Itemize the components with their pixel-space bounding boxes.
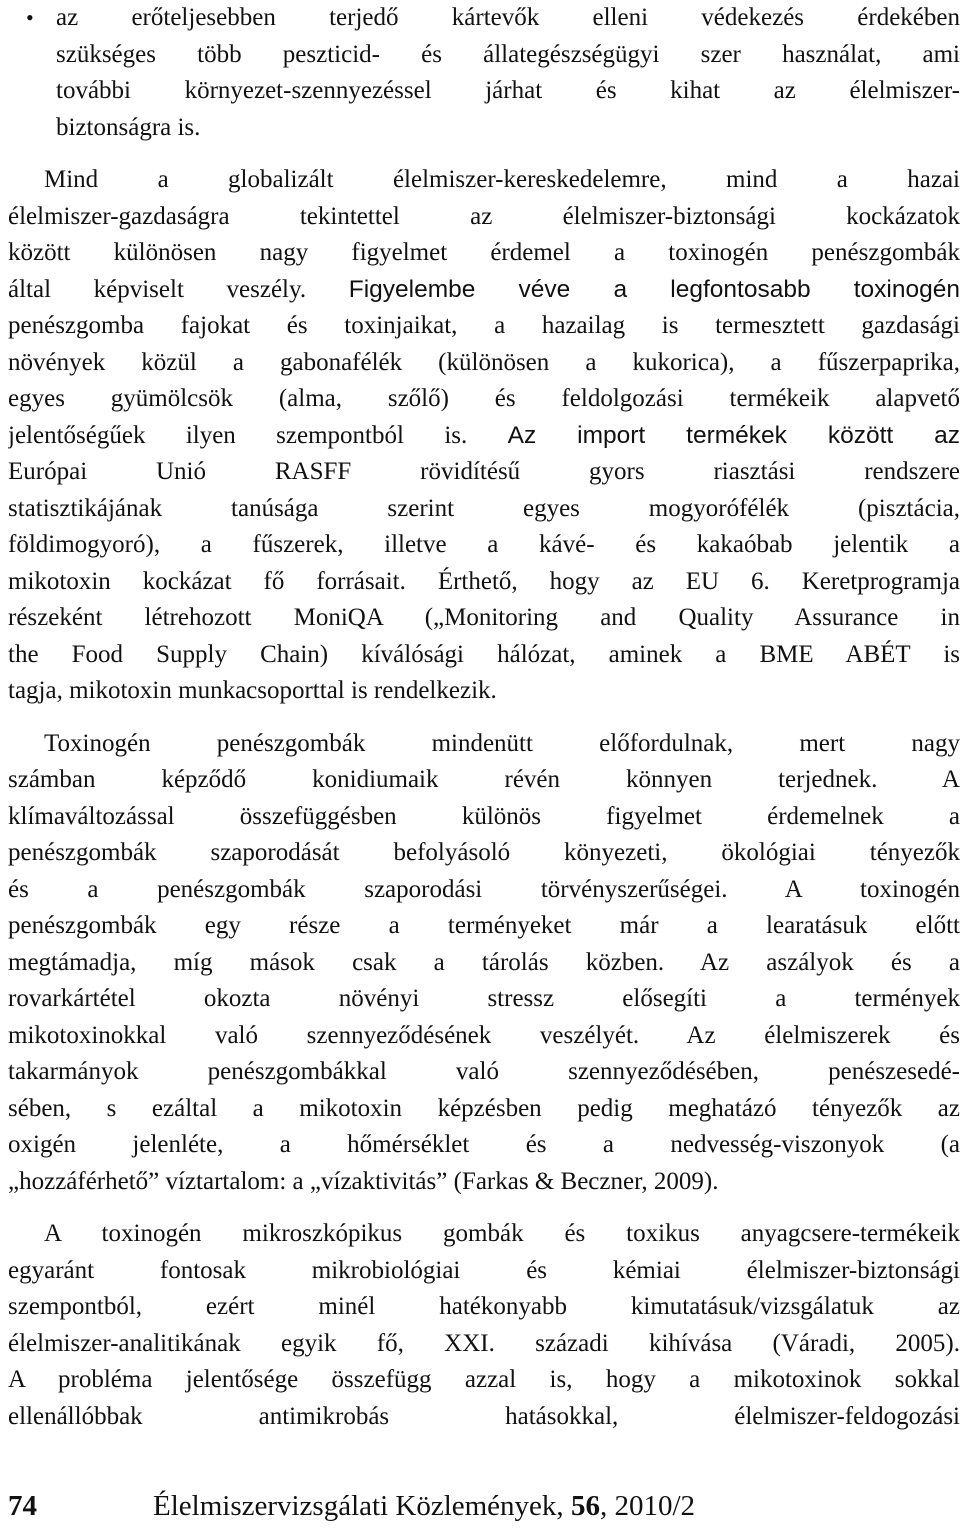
- text-line: további környezet-szennyezéssel járhat és kihat az élelmiszer-: [56, 77, 960, 104]
- bullet-line: [8, 0, 960, 37]
- text-line: szükséges több peszticid- és állategészségügyi szer használat, ami: [56, 40, 960, 68]
- text-segment: jelentőségűek ilyen szempontból is.: [8, 421, 468, 449]
- text-line: sében, s ezáltal a mikotoxin képzésben pedig meghatázó tényezők az: [8, 1094, 960, 1122]
- text-segment: által képviselt veszély.: [8, 275, 307, 303]
- text-line: élelmiszer-gazdaságra tekintettel az élelmiszer-biztonsági kockázatok: [8, 202, 960, 230]
- bullet-paragraph: [8, 0, 960, 146]
- page-number: 74: [8, 1490, 37, 1522]
- text-line: oxigén jelenléte, a hőmérséklet és a nedvesség-viszonyok (a: [8, 1131, 960, 1158]
- text-line: szempontból, ezért minél hatékonyabb kimutatásuk/vizsgálatuk az: [8, 1293, 960, 1320]
- paragraph-gap: [8, 710, 960, 726]
- text-segment: Az import termékek között az: [507, 421, 960, 449]
- text-line: ellenállóbbak antimikrobás hatásokkal, élelmiszer-feldogozási: [8, 1402, 960, 1430]
- text-line: „hozzáférhető” víztartalom: a „vízaktivitás” (Farkas & Beczner, 2009).: [8, 1167, 719, 1195]
- paragraph-2: [8, 726, 960, 1201]
- text-line: között különösen nagy figyelmet érdemel a toxinogén penészgombák: [8, 239, 960, 266]
- text-line: és a penészgombák szaporodási törvényszerűségei. A toxinogén: [8, 875, 960, 903]
- text-line: részeként létrehozott MoniQA („Monitoring and Quality Assurance in: [8, 604, 960, 631]
- text-line: földimogyoró), a fűszerek, illetve a kávé- és kakaóbab jelentik a: [8, 531, 960, 558]
- paragraph-3: [8, 1216, 960, 1435]
- text-line: mikotoxin kockázat fő forrásait. Érthető, hogy az EU 6. Keretprogramja: [8, 567, 960, 595]
- text-line: A probléma jelentősége összefügg azzal is, hogy a mikotoxinok sokkal: [8, 1366, 960, 1393]
- text-line: [8, 272, 960, 309]
- text-line: tagja, mikotoxin munkacsoporttal is rendelkezik.: [8, 677, 497, 704]
- text-line: számban képződő konidiumaik révén könnyen terjednek. A: [8, 766, 960, 793]
- text-line: biztonságra is.: [56, 113, 201, 141]
- page-footer: [8, 1488, 960, 1528]
- bullet-icon: •: [26, 5, 34, 30]
- document-page: [8, 0, 960, 1435]
- text-line: egyaránt fontosak mikrobiológiai és kémiai élelmiszer-biztonsági: [8, 1256, 960, 1284]
- text-line: növények közül a gabonafélék (különösen a kukorica), a fűszerpaprika,: [8, 348, 960, 376]
- text-line: megtámadja, míg mások csak a tárolás közben. Az aszályok és a: [8, 948, 960, 976]
- text-line: mikotoxinokkal való szennyeződésének veszélyét. Az élelmiszerek és: [8, 1021, 960, 1049]
- text-line: the Food Supply Chain) kíválósági hálózat, aminek a BME ABÉT is: [8, 640, 960, 668]
- paragraph-gap: [8, 146, 960, 162]
- journal-title: Élelmiszervizsgálati Közlemények,: [153, 1490, 571, 1522]
- text-line: élelmiszer-analitikának egyik fő, XXI. századi kihívása (Váradi, 2005).: [8, 1329, 960, 1357]
- paragraph-1: [8, 162, 960, 710]
- text-line: klímaváltozással összefüggésben különös figyelmet érdemelnek a: [8, 802, 960, 830]
- text-line: [8, 418, 960, 455]
- journal-volume: 56: [570, 1490, 600, 1522]
- text-line: Európai Unió RASFF rövidítésű gyors riasztási rendszere: [8, 458, 960, 485]
- text-line: az erőteljesebben terjedő kártevők elleni védekezés érdekében: [56, 4, 960, 31]
- text-line: A toxinogén mikroszkópikus gombák és toxikus anyagcsere-termékeik: [44, 1220, 960, 1247]
- text-line: statisztikájának tanúsága szerint egyes mogyorófélék (pisztácia,: [8, 494, 960, 522]
- text-line: penészgomba fajokat és toxinjaikat, a hazailag is termesztett gazdasági: [8, 312, 960, 339]
- text-line: takarmányok penészgombákkal való szennyeződésében, penészesedé-: [8, 1058, 960, 1085]
- text-line: egyes gyümölcsök (alma, szőlő) és feldolgozási termékeik alapvető: [8, 385, 960, 412]
- text-line: Mind a globalizált élelmiszer-kereskedelemre, mind a hazai: [44, 166, 960, 193]
- paragraph-gap: [8, 1200, 960, 1216]
- text-line: Toxinogén penészgombák mindenütt előfordulnak, mert nagy: [44, 729, 960, 757]
- journal-issue: , 2010/2: [599, 1490, 695, 1522]
- text-line: penészgombák szaporodását befolyásoló könyezeti, ökológiai tényezők: [8, 839, 960, 866]
- text-segment: Figyelembe véve a legfontosabb toxinogén: [348, 275, 960, 303]
- text-line: penészgombák egy része a terményeket már a learatásuk előtt: [8, 912, 960, 939]
- text-line: rovarkártétel okozta növényi stressz elősegíti a termények: [8, 985, 960, 1012]
